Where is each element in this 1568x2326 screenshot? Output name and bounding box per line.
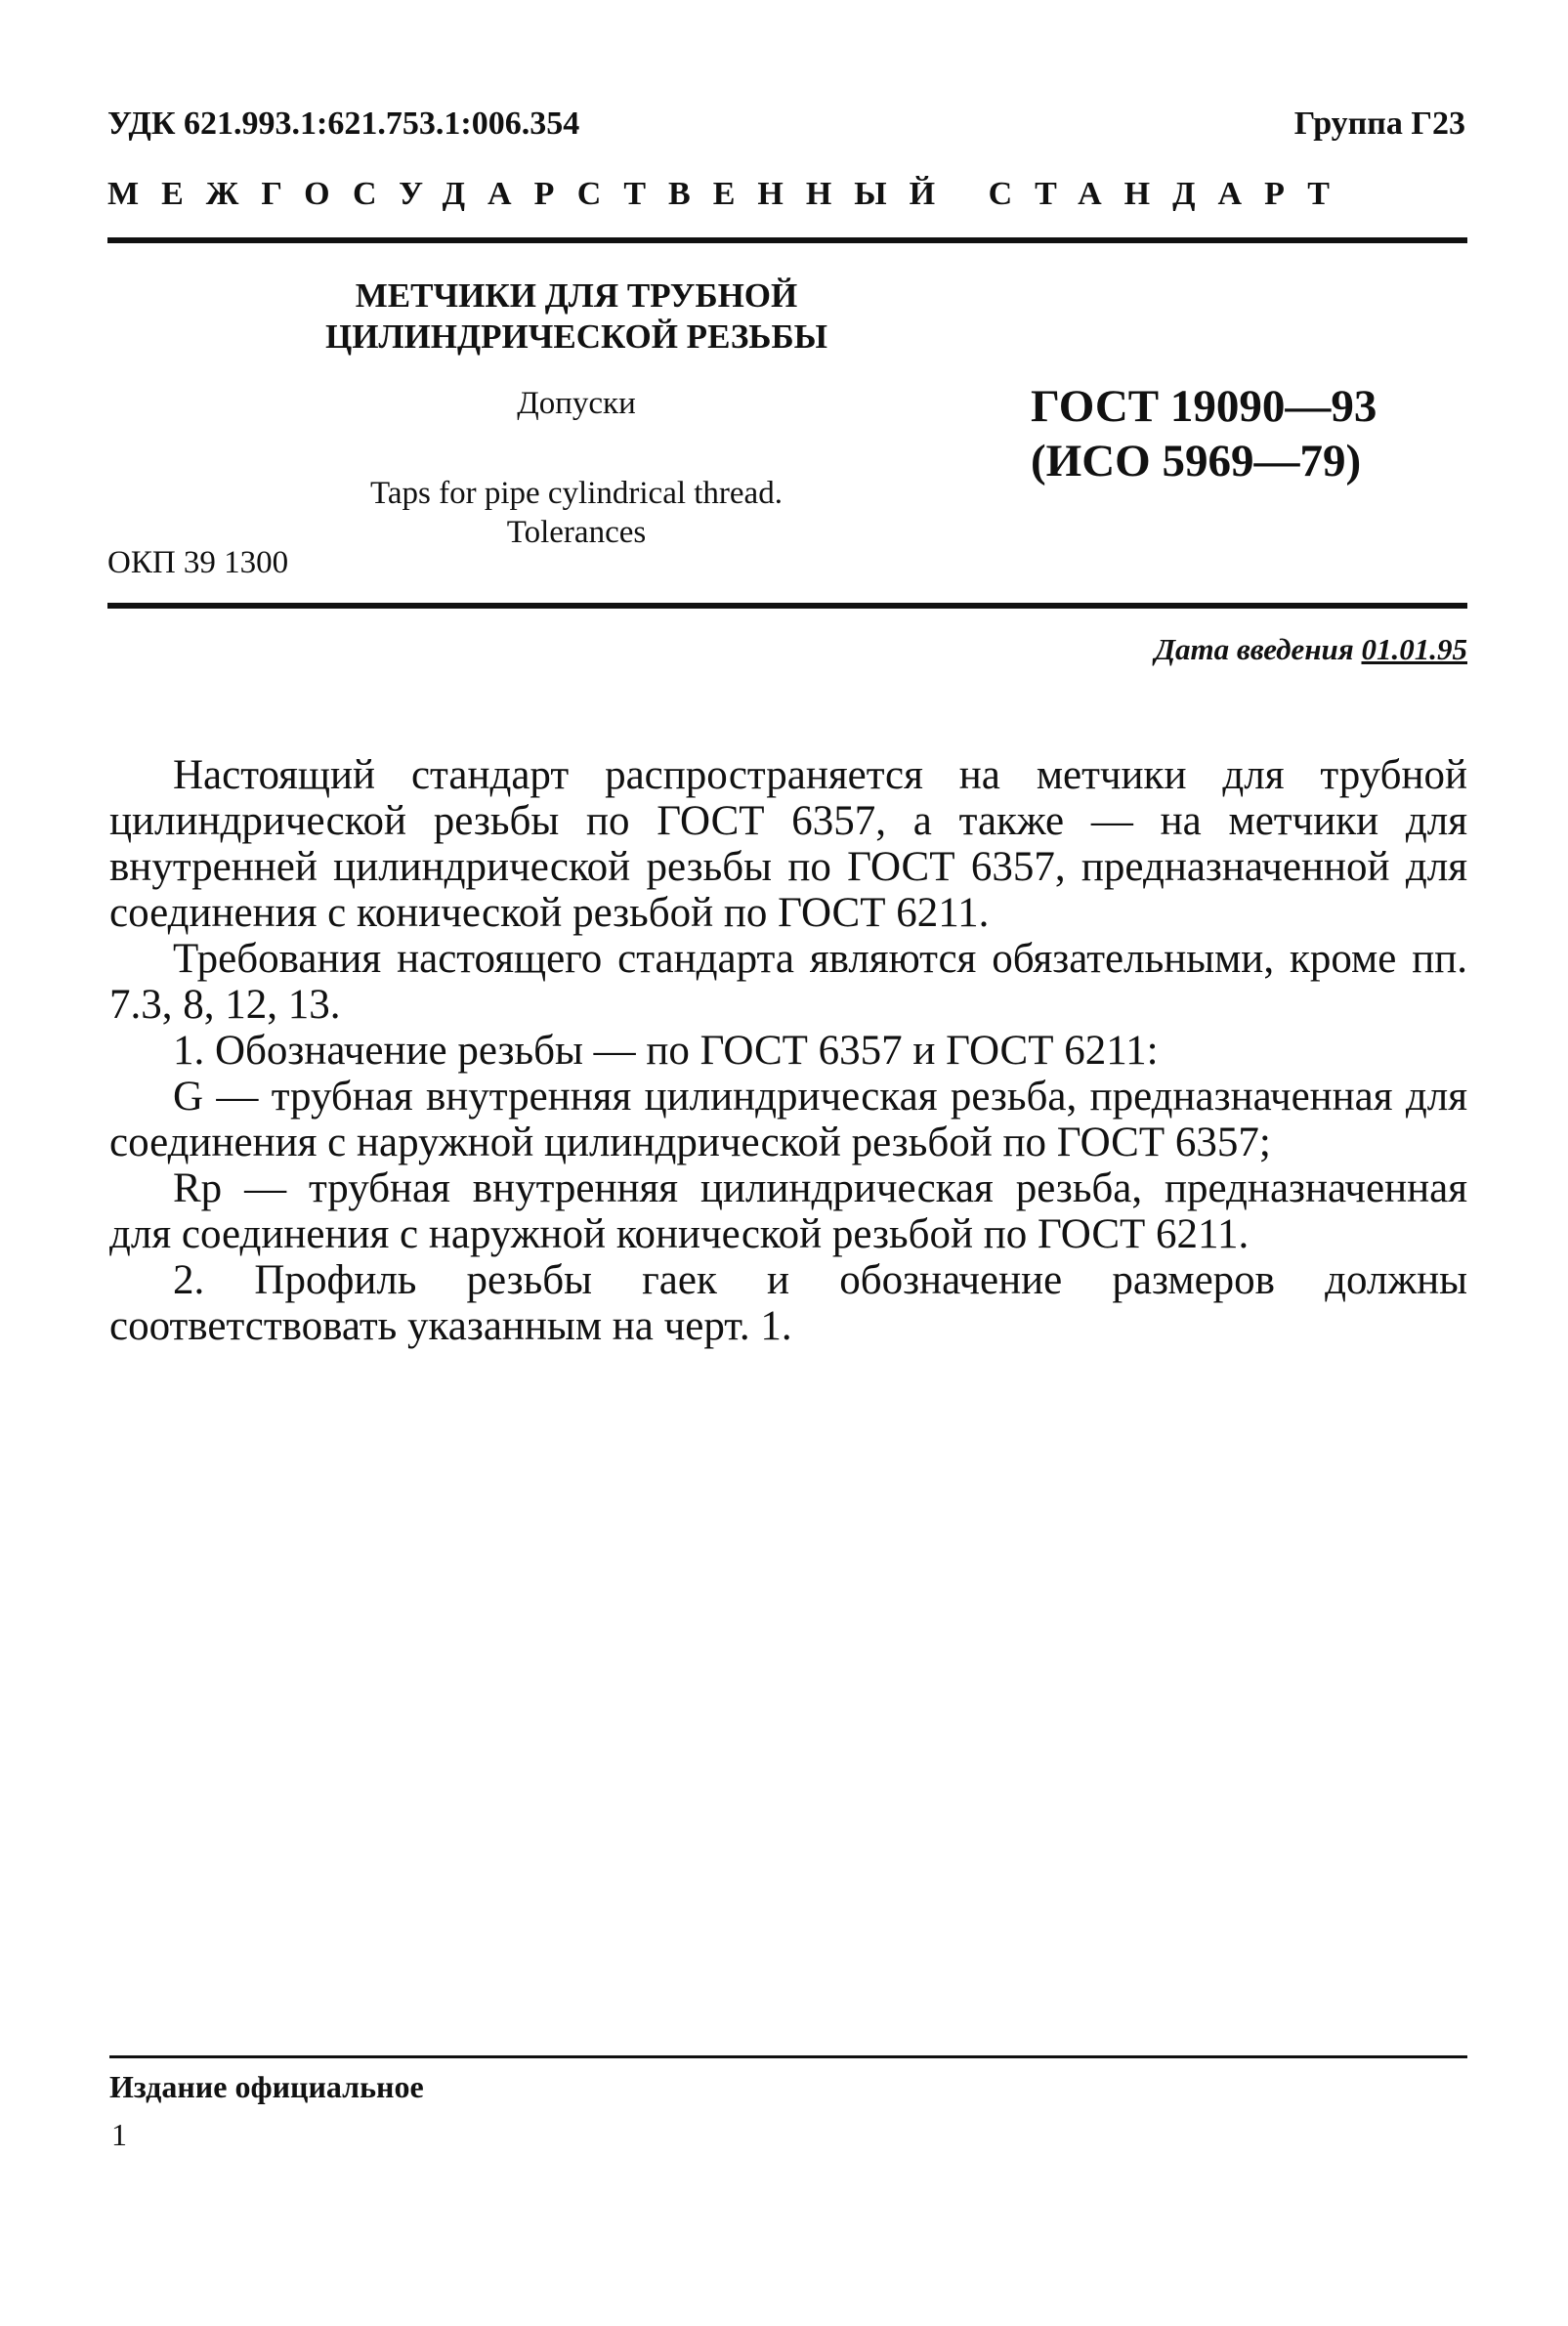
paragraph-g-definition: G — трубная внутренняя цилиндрическая резьба, предназначенная для соединения с наружной цилиндрической резьбой по ГОСТ 6357;	[109, 1074, 1467, 1165]
english-title-line-2: Tolerances	[506, 515, 647, 550]
group-code: Группа Г23	[1293, 106, 1465, 142]
top-divider	[107, 237, 1467, 243]
footer-divider	[109, 2055, 1467, 2058]
paragraph-clause-1: 1. Обозначение резьбы — по ГОСТ 6357 и ГОСТ 6211:	[173, 1028, 1159, 1074]
paragraph-clause-2: 2. Профиль резьбы гаек и обозначение размеров должны соответствовать указанным на черт. 1.	[109, 1257, 1467, 1349]
paragraph-scope: Настоящий стандарт распространяется на метчики для трубной цилиндрической резьбы по ГОСТ 6357, а также — на метчики для внутренней цилиндрической резьбы по ГОСТ 6357, предназначенной для соединения с конической резьбой по ГОСТ 6211.	[109, 752, 1467, 936]
effective-date-value: 01.01.95	[1361, 632, 1467, 666]
middle-divider	[107, 603, 1467, 609]
standard-type: МЕЖГОСУДАРСТВЕННЫЙ СТАНДАРТ	[107, 176, 1352, 212]
effective-date	[1155, 632, 1467, 667]
okp-code: ОКП 39 1300	[107, 545, 289, 580]
page-number: 1	[111, 2117, 127, 2152]
english-title-line-1: Taps for pipe cylindrical thread.	[370, 476, 783, 511]
title-line-1: МЕТЧИКИ ДЛЯ ТРУБНОЙ	[355, 276, 798, 315]
paragraph-rp-definition: Rp — трубная внутренняя цилиндрическая резьба, предназначенная для соединения с наружной конической резьбой по ГОСТ 6211.	[109, 1165, 1467, 1257]
edition-note: Издание официальное	[109, 2069, 424, 2104]
iso-number: (ИСО 5969—79)	[1031, 436, 1362, 486]
gost-number: ГОСТ 19090—93	[1031, 381, 1377, 432]
title-line-2: ЦИЛИНДРИЧЕСКОЙ РЕЗЬБЫ	[325, 317, 827, 356]
english-title	[303, 474, 850, 552]
document-subtitle: Допуски	[517, 386, 636, 421]
gost-number-block	[1031, 379, 1377, 488]
paragraph-requirements: Требования настоящего стандарта являются обязательными, кроме пп. 7.3, 8, 12, 13.	[109, 936, 1467, 1028]
effective-date-label: Дата введения	[1154, 632, 1354, 666]
document-body	[109, 752, 1467, 1349]
document-title	[303, 275, 850, 358]
udk-code: УДК 621.993.1:621.753.1:006.354	[107, 106, 580, 142]
